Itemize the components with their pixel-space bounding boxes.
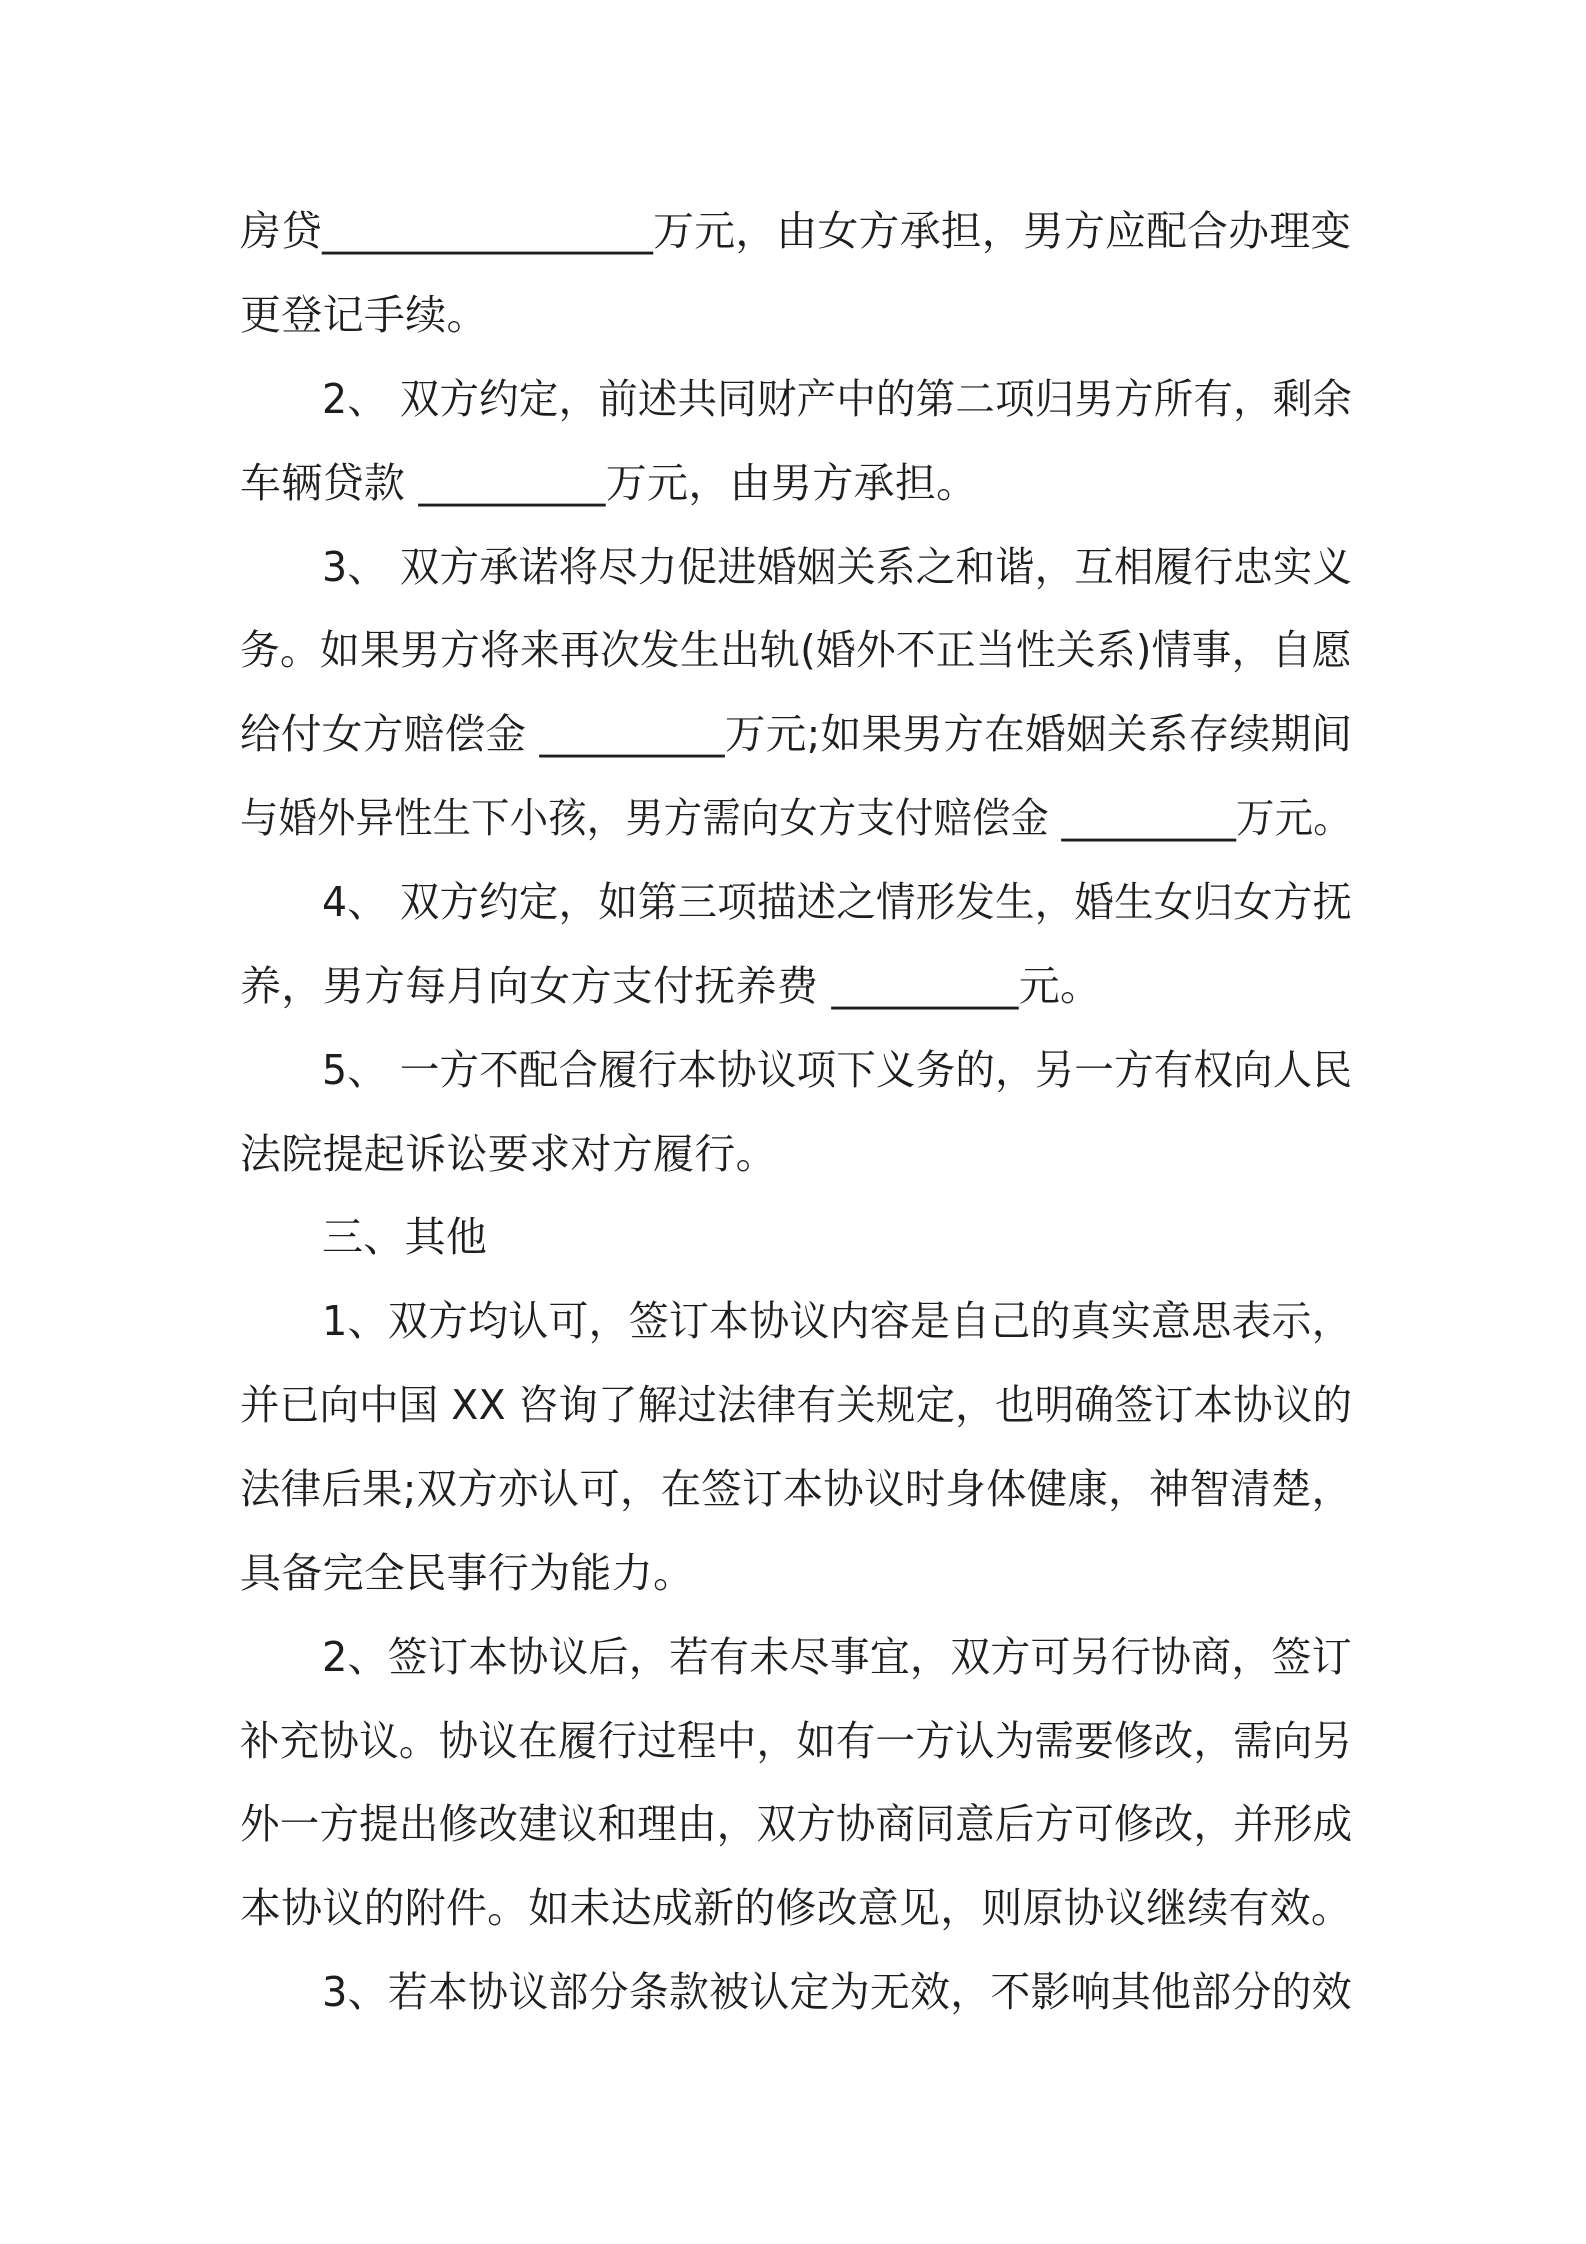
text-line: 3、 双方承诺将尽力促进婚姻关系之和谐，互相履行忠实义 bbox=[322, 543, 1353, 591]
text-line: 1、双方均认可，签订本协议内容是自己的真实意思表示， bbox=[322, 1297, 1352, 1345]
text-line: 补充协议。协议在履行过程中，如有一方认为需要修改，需向另 bbox=[240, 1717, 1353, 1765]
text-line: 4、 双方约定，如第三项描述之情形发生，婚生女归女方抚 bbox=[322, 878, 1353, 926]
text-line: 与婚外异性生下小孩，男方需向女方支付赔偿金 _________万元。 bbox=[240, 794, 1352, 842]
text-line: 养，男方每月向女方支付抚养费 _________元。 bbox=[240, 962, 1102, 1010]
text-line: 法律后果;双方亦认可，在签订本协议时身体健康，神智清楚， bbox=[240, 1465, 1353, 1513]
text-line: 房贷________________万元，由女方承担，男方应配合办理变 bbox=[240, 207, 1352, 255]
text-line: 并已向中国 XX 咨询了解过法律有关规定，也明确签订本协议的 bbox=[240, 1381, 1353, 1429]
text-line: 法院提起诉讼要求对方履行。 bbox=[240, 1130, 777, 1178]
text-line: 2、签订本协议后，若有未尽事宜，双方可另行协商，签订 bbox=[322, 1633, 1352, 1681]
text-line: 给付女方赔偿金 _________万元;如果男方在婚姻关系存续期间 bbox=[240, 710, 1353, 758]
text-line: 更登记手续。 bbox=[240, 291, 488, 339]
text-line: 本协议的附件。如未达成新的修改意见，则原协议继续有效。 bbox=[240, 1884, 1353, 1932]
text-line: 务。如果男方将来再次发生出轨(婚外不正当性关系)情事，自愿 bbox=[240, 626, 1352, 674]
text-line: 外一方提出修改建议和理由，双方协商同意后方可修改，并形成 bbox=[240, 1800, 1353, 1848]
text-line: 5、 一方不配合履行本协议项下义务的，另一方有权向人民 bbox=[322, 1046, 1353, 1094]
text-line: 车辆贷款 _________万元，由男方承担。 bbox=[240, 459, 978, 507]
text-line: 2、 双方约定，前述共同财产中的第二项归男方所有，剩余 bbox=[322, 375, 1353, 423]
text-line: 具备完全民事行为能力。 bbox=[240, 1549, 695, 1597]
section-heading: 三、其他 bbox=[322, 1213, 488, 1261]
text-line: 3、若本协议部分条款被认定为无效，不影响其他部分的效 bbox=[322, 1968, 1352, 2016]
